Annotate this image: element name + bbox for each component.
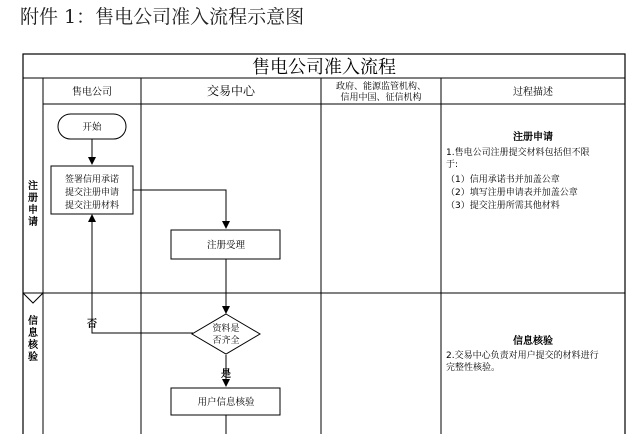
node-submit-line1: 签署信用承诺	[64, 175, 120, 185]
phase-verify-char-4: 验	[28, 352, 38, 363]
phase-register-char-1: 注	[28, 181, 38, 192]
desc-verify-line1: 2.交易中心负责对用户提交的材料进行	[446, 351, 599, 361]
header-gov-line1: 政府、能源监管机构、	[335, 82, 427, 92]
edge-label-no: 否	[87, 319, 97, 330]
chart-title: 售电公司准入流程	[252, 57, 396, 78]
desc-register-title: 注册申请	[513, 132, 553, 143]
node-check-label: 用户信息核验	[197, 397, 255, 408]
phase-verify-char-1: 信	[28, 316, 38, 327]
desc-register-line5: （3）提交注册所需其他材料	[446, 201, 560, 211]
node-submit-line2: 提交注册申请	[64, 188, 120, 198]
header-description: 过程描述	[513, 87, 553, 98]
phase-register-char-3: 申	[28, 205, 38, 216]
desc-register-line2: 于:	[446, 160, 459, 170]
desc-verify-title: 信息核验	[513, 336, 553, 347]
phase-register-char-2: 册	[28, 193, 38, 204]
phase-chevron	[23, 293, 43, 303]
desc-register-line1: 1.售电公司注册提交材料包括但不限	[446, 148, 590, 158]
phase-verify-char-3: 核	[28, 340, 38, 351]
phase-register-char-4: 请	[28, 217, 38, 228]
node-decision	[192, 314, 260, 354]
node-decision-line1: 资料是	[212, 324, 240, 334]
phase-verify-char-2: 息	[28, 328, 38, 339]
desc-verify-line2: 完整性核验。	[446, 363, 501, 373]
edge-submit-to-accept	[133, 190, 226, 228]
node-start-label: 开始	[82, 122, 102, 133]
header-exchange: 交易中心	[206, 84, 256, 98]
document-caption: 附件 1：售电公司准入流程示意图	[20, 6, 305, 28]
desc-register-line4: （2）填写注册申请表并加盖公章	[446, 188, 578, 198]
node-accept-label: 注册受理	[206, 240, 246, 251]
node-submit-line3: 提交注册材料	[64, 201, 120, 211]
edge-label-yes: 是	[221, 369, 231, 380]
desc-register-line3: （1）信用承诺书并加盖公章	[446, 175, 560, 185]
table-outer-border	[23, 54, 625, 434]
node-decision-line2: 否齐全	[212, 336, 240, 346]
header-gov-line2: 信用中国、征信机构	[340, 93, 422, 103]
header-seller: 售电公司	[72, 87, 112, 98]
